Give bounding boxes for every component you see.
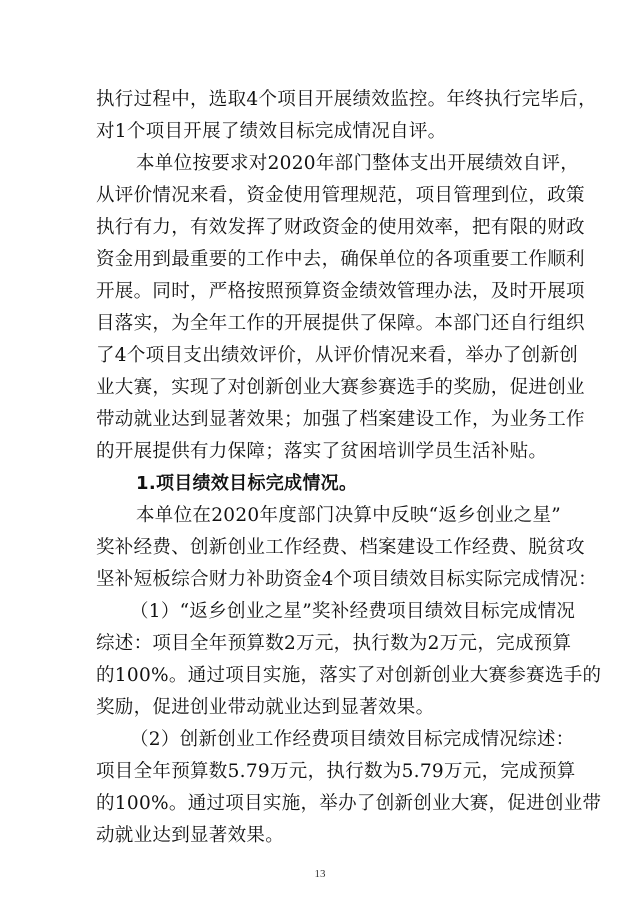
body-text-line: 目落实，为全年工作的开展提供了保障。本部门还自行组织 bbox=[96, 313, 585, 334]
paragraph-first-line: （1）“返乡创业之星”奖补经费项目绩效目标完成情况 bbox=[130, 601, 576, 622]
body-text-line: 了4个项目支出绩效评价，从评价情况来看，举办了创新创 bbox=[96, 345, 579, 366]
body-text-line: 从评价情况来看，资金使用管理规范，项目管理到位，政策 bbox=[96, 185, 585, 206]
body-text-line: 的100%。通过项目实施，落实了对创新创业大赛参赛选手的 bbox=[96, 665, 602, 686]
body-text-line: 项目全年预算数5.79万元，执行数为5.79万元，完成预算 bbox=[96, 761, 576, 782]
body-text-line: 对1个项目开展了绩效目标完成情况自评。 bbox=[96, 121, 447, 142]
page-number: 13 bbox=[314, 868, 326, 880]
paragraph-first-line: 本单位在2020年度部门决算中反映“返乡创业之星” bbox=[136, 505, 561, 526]
section-heading: 1.项目绩效目标完成情况。 bbox=[136, 473, 358, 494]
body-text-line: 的开展提供有力保障；落实了贫困培训学员生活补贴。 bbox=[96, 441, 548, 462]
body-text-line: 执行有力，有效发挥了财政资金的使用效率，把有限的财政 bbox=[96, 217, 585, 238]
body-text-line: 坚补短板综合财力补助资金4个项目绩效目标实际完成情况： bbox=[96, 569, 597, 590]
body-text-line: 开展。同时，严格按照预算资金绩效管理办法，及时开展项 bbox=[96, 281, 585, 302]
body-text-line: 动就业达到显著效果。 bbox=[96, 825, 285, 846]
body-text-line: 的100%。通过项目实施，举办了创新创业大赛，促进创业带 bbox=[96, 793, 602, 814]
body-text-line: 奖补经费、创新创业工作经费、档案建设工作经费、脱贫攻 bbox=[96, 537, 585, 558]
body-text-line: 业大赛，实现了对创新创业大赛参赛选手的奖励，促进创业 bbox=[96, 377, 585, 398]
body-text-line: 资金用到最重要的工作中去，确保单位的各项重要工作顺利 bbox=[96, 249, 585, 270]
body-text-line: 带动就业达到显著效果；加强了档案建设工作，为业务工作 bbox=[96, 409, 585, 430]
body-text-line: 奖励，促进创业带动就业达到显著效果。 bbox=[96, 697, 435, 718]
paragraph-first-line: （2）创新创业工作经费项目绩效目标完成情况综述： bbox=[130, 729, 575, 750]
body-text-line: 执行过程中，选取4个项目开展绩效监控。年终执行完毕后， bbox=[96, 89, 597, 110]
paragraph-first-line: 本单位按要求对2020年部门整体支出开展绩效自评， bbox=[136, 153, 580, 174]
body-text-line: 综述：项目全年预算数2万元，执行数为2万元，完成预算 bbox=[96, 633, 572, 654]
